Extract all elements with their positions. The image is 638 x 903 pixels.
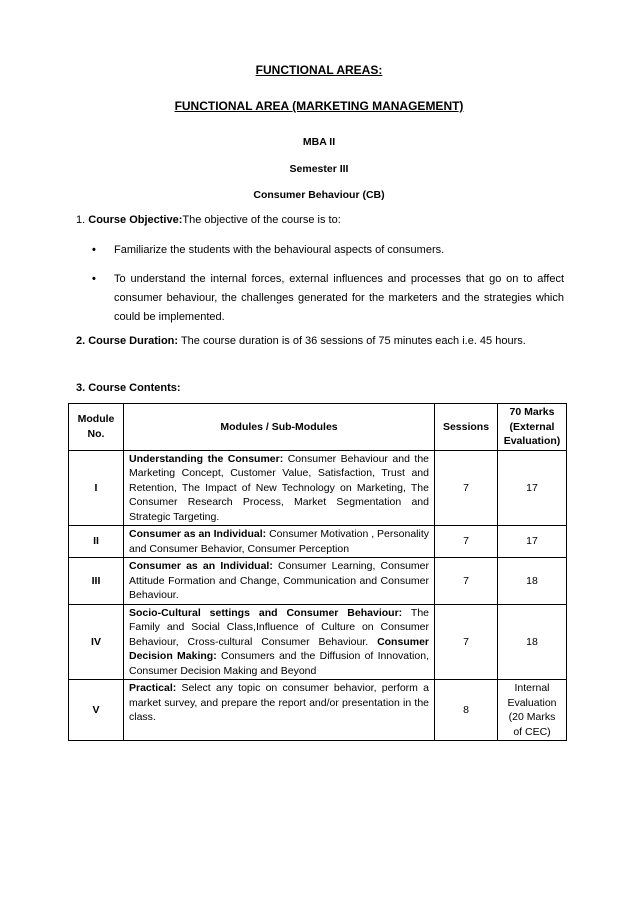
objective-number: 1. bbox=[76, 214, 86, 226]
bullet-icon: • bbox=[92, 244, 96, 256]
module-marks: 18 bbox=[498, 558, 567, 605]
duration-label: 2. Course Duration: bbox=[76, 335, 179, 347]
module-description bbox=[124, 680, 435, 741]
module-text: The Family and Social Class,Influence of Culture on Consumer Behaviour, Cross-cultural Consumer Behaviour. bbox=[129, 606, 429, 648]
module-marks: Internal Evaluation (20 Marks of CEC) bbox=[498, 680, 567, 741]
module-sessions: 7 bbox=[435, 558, 498, 605]
table-row bbox=[69, 450, 567, 526]
module-text: Consumer Behaviour and the Marketing Concept, Customer Value, Satisfaction, Trust and Retention, The Impact of New Technology on Marketing, The Consumer Research Process, Market Segmentation and Strategic Targeting. bbox=[129, 452, 429, 523]
module-sessions: 7 bbox=[435, 604, 498, 680]
module-description bbox=[124, 526, 435, 558]
module-text-2: Consumers and the Diffusion of Innovation, Consumer Decision Making and Beyond bbox=[129, 650, 429, 677]
module-description bbox=[124, 604, 435, 680]
table-row bbox=[69, 526, 567, 558]
module-text: Consumer Learning, Consumer Attitude Formation and Change, Communication and Consumer Behaviour. bbox=[129, 560, 429, 601]
module-sessions: 7 bbox=[435, 450, 498, 526]
header-sessions: Sessions bbox=[435, 404, 498, 451]
module-description bbox=[124, 450, 435, 526]
module-title: Understanding the Consumer: bbox=[129, 452, 284, 465]
module-no: V bbox=[69, 680, 124, 741]
course-objective bbox=[76, 213, 576, 228]
table-row bbox=[69, 680, 567, 741]
module-no: III bbox=[69, 558, 124, 605]
module-marks: 18 bbox=[498, 604, 567, 680]
module-no: IV bbox=[69, 604, 124, 680]
table-header-row bbox=[69, 404, 567, 451]
header-module-no: Module No. bbox=[69, 404, 124, 451]
module-no: I bbox=[69, 450, 124, 526]
course-contents-table bbox=[68, 403, 567, 741]
module-no: II bbox=[69, 526, 124, 558]
objective-bullet-1 bbox=[92, 241, 564, 260]
title-functional-areas: FUNCTIONAL AREAS: bbox=[255, 63, 383, 77]
table-row bbox=[69, 604, 567, 680]
bullet-text: To understand the internal forces, external influences and processes that go on to affect consumer behaviour, the challenges generated for the marketers and the strategies which could be implemented. bbox=[114, 273, 564, 323]
module-title: Socio-Cultural settings and Consumer Behaviour: bbox=[129, 606, 403, 619]
bullet-text: Familiarize the students with the behavioural aspects of consumers. bbox=[114, 244, 445, 256]
module-title: Consumer as an Individual: bbox=[129, 528, 267, 540]
module-marks: 17 bbox=[498, 526, 567, 558]
duration-text: The course duration is of 36 sessions of 75 minutes each i.e. 45 hours. bbox=[180, 335, 526, 347]
module-sessions: 7 bbox=[435, 526, 498, 558]
program-label: MBA II bbox=[302, 136, 336, 148]
table-row bbox=[69, 558, 567, 605]
module-title-2: Consumer Decision Making: bbox=[129, 635, 429, 662]
header-modules: Modules / Sub-Modules bbox=[124, 404, 435, 451]
objective-text: The objective of the course is to: bbox=[182, 214, 341, 226]
module-title: Consumer as an Individual: bbox=[129, 560, 273, 572]
course-duration bbox=[76, 334, 576, 349]
title-marketing-management: FUNCTIONAL AREA (MARKETING MANAGEMENT) bbox=[174, 99, 464, 113]
semester-label: Semester III bbox=[289, 163, 349, 175]
header-marks: 70 Marks (External Evaluation) bbox=[498, 404, 567, 451]
module-sessions: 8 bbox=[435, 680, 498, 741]
module-title: Practical: bbox=[129, 682, 177, 694]
bullet-icon: • bbox=[92, 273, 96, 285]
objective-bullet-2 bbox=[92, 270, 564, 327]
course-title: Consumer Behaviour (CB) bbox=[253, 189, 385, 201]
module-text: Consumer Motivation , Personality and Consumer Behavior, Consumer Perception bbox=[129, 528, 429, 555]
objective-label: Course Objective: bbox=[88, 214, 183, 226]
module-marks: 17 bbox=[498, 450, 567, 526]
course-contents-heading: 3. Course Contents: bbox=[76, 382, 181, 394]
module-text: Select any topic on consumer behavior, perform a market survey, and prepare the report and/or presentation in the class. bbox=[129, 682, 430, 723]
module-description bbox=[124, 558, 435, 605]
